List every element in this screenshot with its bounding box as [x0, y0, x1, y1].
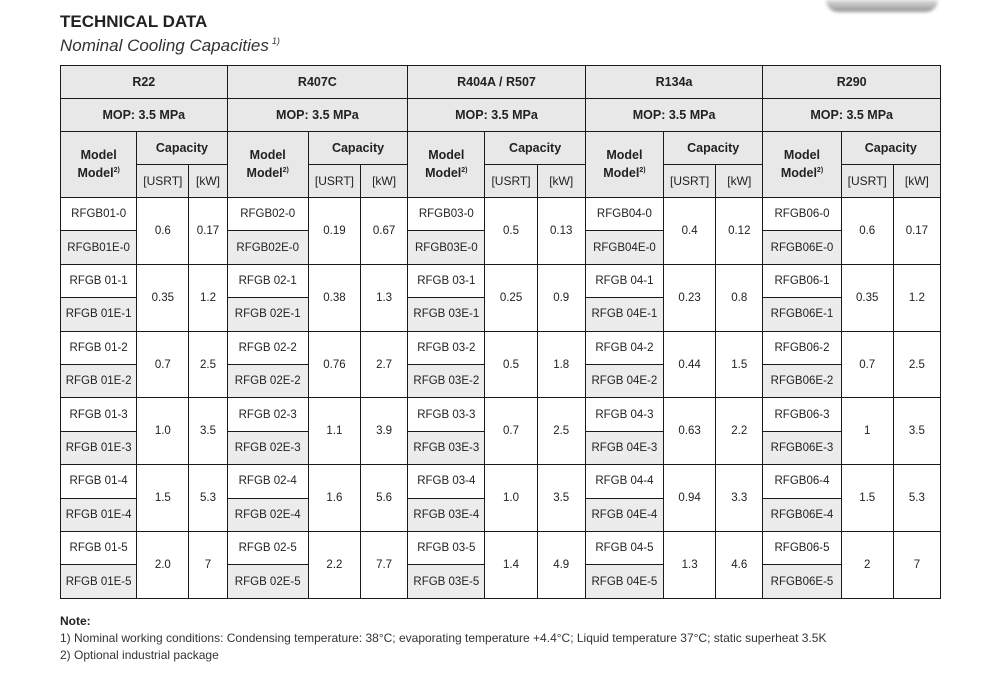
model-header [61, 132, 137, 198]
table-row [61, 264, 941, 297]
capacity-header: Capacity [137, 132, 227, 165]
table-row [61, 465, 941, 498]
capacity-kw-cell: 7.7 [361, 532, 408, 599]
model-cell: RFGB 01E-3 [61, 431, 137, 464]
unit-kw-header: [kW] [537, 165, 585, 198]
model-cell: RFGB06-0 [763, 198, 841, 231]
model-cell: RFGB03-0 [408, 198, 485, 231]
capacity-kw-cell: 4.6 [716, 532, 763, 599]
page-title: TECHNICAL DATA [60, 12, 208, 31]
table-row [61, 331, 941, 364]
refrigerant-header: R134a [585, 66, 763, 99]
model-cell: RFGB02E-0 [227, 231, 308, 264]
capacity-header: Capacity [308, 132, 407, 165]
model-cell: RFGB 04-1 [585, 264, 663, 297]
capacity-header: Capacity [841, 132, 940, 165]
model-cell: RFGB 01E-2 [61, 365, 137, 398]
capacity-usrt-cell: 1.5 [137, 465, 189, 532]
model-cell: RFGB 02-4 [227, 465, 308, 498]
capacity-usrt-cell: 1.0 [137, 398, 189, 465]
unit-kw-header: [kW] [716, 165, 763, 198]
capacity-usrt-cell: 0.76 [308, 331, 360, 398]
model-cell: RFGB03E-0 [408, 231, 485, 264]
model-footnote-ref: 2) [639, 167, 646, 175]
capacity-kw-cell: 3.3 [716, 465, 763, 532]
model-cell: RFGB 03-2 [408, 331, 485, 364]
unit-usrt-header: [USRT] [137, 165, 189, 198]
capacity-kw-cell: 0.17 [189, 198, 227, 265]
capacity-usrt-cell: 0.25 [485, 264, 537, 331]
capacity-usrt-cell: 0.6 [841, 198, 893, 265]
model-label: Model [77, 166, 114, 181]
model-cell: RFGB 02E-4 [227, 498, 308, 531]
table-row [61, 532, 941, 565]
capacity-kw-cell: 3.5 [537, 465, 585, 532]
capacity-kw-cell: 3.5 [893, 398, 940, 465]
unit-usrt-header: [USRT] [485, 165, 537, 198]
capacity-kw-cell: 1.5 [716, 331, 763, 398]
capacity-kw-cell: 7 [189, 532, 227, 599]
model-header [408, 132, 485, 198]
capacity-kw-cell: 2.5 [189, 331, 227, 398]
model-cell: RFGB 02-3 [227, 398, 308, 431]
unit-usrt-header: [USRT] [841, 165, 893, 198]
model-label: Model [606, 148, 643, 163]
refrigerant-header: R290 [763, 66, 941, 99]
model-cell: RFGB 04E-1 [585, 298, 663, 331]
model-cell: RFGB 04E-3 [585, 431, 663, 464]
capacity-usrt-cell: 0.6 [137, 198, 189, 265]
capacity-usrt-cell: 0.7 [841, 331, 893, 398]
model-cell: RFGB06E-0 [763, 231, 841, 264]
capacity-kw-cell: 5.3 [893, 465, 940, 532]
capacity-kw-cell: 0.13 [537, 198, 585, 265]
capacity-kw-cell: 5.6 [361, 465, 408, 532]
capacity-kw-cell: 1.2 [189, 264, 227, 331]
subtitle-footnote-ref: 1) [271, 36, 280, 47]
capacity-usrt-cell: 1.6 [308, 465, 360, 532]
refrigerant-header: R407C [227, 66, 408, 99]
capacity-usrt-cell: 0.38 [308, 264, 360, 331]
model-cell: RFGB 01-1 [61, 264, 137, 297]
capacity-usrt-cell: 2.0 [137, 532, 189, 599]
model-header [763, 132, 841, 198]
notes [60, 613, 826, 664]
capacity-kw-cell: 0.9 [537, 264, 585, 331]
capacity-kw-cell: 1.8 [537, 331, 585, 398]
table-row [61, 198, 941, 231]
model-label: Model [428, 148, 465, 163]
model-cell: RFGB 04E-4 [585, 498, 663, 531]
capacity-kw-cell: 1.3 [361, 264, 408, 331]
capacity-usrt-cell: 1.1 [308, 398, 360, 465]
unit-kw-header: [kW] [893, 165, 940, 198]
model-cell: RFGB06-4 [763, 465, 841, 498]
model-cell: RFGB06E-1 [763, 298, 841, 331]
capacity-usrt-cell: 0.44 [664, 331, 716, 398]
model-cell: RFGB 03-5 [408, 532, 485, 565]
model-label: Model [246, 166, 283, 181]
model-cell: RFGB 03E-2 [408, 365, 485, 398]
capacity-usrt-cell: 1.5 [841, 465, 893, 532]
model-cell: RFGB06E-5 [763, 565, 841, 599]
capacity-usrt-cell: 1.3 [664, 532, 716, 599]
mop-header: MOP: 3.5 MPa [408, 99, 586, 132]
mop-header: MOP: 3.5 MPa [227, 99, 408, 132]
capacity-usrt-cell: 0.94 [664, 465, 716, 532]
mop-header: MOP: 3.5 MPa [585, 99, 763, 132]
model-cell: RFGB 03-3 [408, 398, 485, 431]
capacity-usrt-cell: 1.0 [485, 465, 537, 532]
model-cell: RFGB 02-1 [227, 264, 308, 297]
mop-header: MOP: 3.5 MPa [61, 99, 228, 132]
model-footnote-ref: 2) [816, 167, 824, 175]
model-cell: RFGB 01-2 [61, 331, 137, 364]
capacity-kw-cell: 4.9 [537, 532, 585, 599]
capacity-kw-cell: 2.7 [361, 331, 408, 398]
model-cell: RFGB 02-2 [227, 331, 308, 364]
capacity-kw-cell: 3.5 [189, 398, 227, 465]
model-label: Model [783, 148, 821, 163]
capacity-kw-cell: 0.8 [716, 264, 763, 331]
model-cell: RFGB 03-1 [408, 264, 485, 297]
capacity-usrt-cell: 2 [841, 532, 893, 599]
model-cell: RFGB 04-2 [585, 331, 663, 364]
model-cell: RFGB 02-5 [227, 532, 308, 565]
notes-title: Note: [60, 614, 91, 628]
capacity-usrt-cell: 1 [841, 398, 893, 465]
capacity-header: Capacity [485, 132, 585, 165]
capacity-usrt-cell: 0.35 [137, 264, 189, 331]
model-footnote-ref: 2) [461, 167, 468, 175]
model-cell: RFGB06-2 [763, 331, 841, 364]
model-cell: RFGB 01E-1 [61, 298, 137, 331]
mop-header: MOP: 3.5 MPa [763, 99, 941, 132]
model-label: Model [425, 166, 462, 181]
model-cell: RFGB01E-0 [61, 231, 137, 264]
model-cell: RFGB 03E-1 [408, 298, 485, 331]
capacity-kw-cell: 0.17 [893, 198, 940, 265]
model-label: Model [249, 148, 286, 163]
model-cell: RFGB 01-4 [61, 465, 137, 498]
subtitle-text: Nominal Cooling Capacities [60, 36, 269, 55]
refrigerant-header: R22 [61, 66, 228, 99]
model-cell: RFGB 04E-5 [585, 565, 663, 599]
table-row [61, 398, 941, 431]
model-cell: RFGB 03E-3 [408, 431, 485, 464]
model-cell: RFGB 04-3 [585, 398, 663, 431]
capacity-usrt-cell: 0.63 [664, 398, 716, 465]
capacity-usrt-cell: 0.35 [841, 264, 893, 331]
model-cell: RFGB 02E-1 [227, 298, 308, 331]
model-label: Model [603, 166, 640, 181]
page-subtitle [60, 36, 280, 56]
capacity-kw-cell: 5.3 [189, 465, 227, 532]
model-cell: RFGB 01E-4 [61, 498, 137, 531]
model-header [585, 132, 663, 198]
model-cell: RFGB01-0 [61, 198, 137, 231]
capacity-kw-cell: 0.12 [716, 198, 763, 265]
model-label: Model [80, 148, 117, 163]
note-line-2: 2) Optional industrial package [60, 648, 219, 662]
capacity-table [60, 65, 941, 599]
capacity-usrt-cell: 0.7 [485, 398, 537, 465]
model-footnote-ref: 2) [282, 167, 289, 175]
capacity-kw-cell: 7 [893, 532, 940, 599]
model-cell: RFGB 02E-3 [227, 431, 308, 464]
model-cell: RFGB06-3 [763, 398, 841, 431]
unit-usrt-header: [USRT] [664, 165, 716, 198]
capacity-usrt-cell: 0.4 [664, 198, 716, 265]
model-cell: RFGB 04-5 [585, 532, 663, 565]
capacity-kw-cell: 2.5 [893, 331, 940, 398]
model-cell: RFGB 03E-4 [408, 498, 485, 531]
capacity-kw-cell: 1.2 [893, 264, 940, 331]
capacity-usrt-cell: 0.5 [485, 198, 537, 265]
refrigerant-header: R404A / R507 [408, 66, 586, 99]
model-cell: RFGB06E-4 [763, 498, 841, 531]
capacity-kw-cell: 2.5 [537, 398, 585, 465]
capacity-kw-cell: 3.9 [361, 398, 408, 465]
unit-kw-header: [kW] [189, 165, 227, 198]
model-cell: RFGB 01E-5 [61, 565, 137, 599]
model-cell: RFGB 01-5 [61, 532, 137, 565]
model-cell: RFGB 03E-5 [408, 565, 485, 599]
model-footnote-ref: 2) [113, 167, 120, 175]
model-label: Model [780, 166, 817, 181]
capacity-usrt-cell: 1.4 [485, 532, 537, 599]
model-cell: RFGB04-0 [585, 198, 663, 231]
model-cell: RFGB02-0 [227, 198, 308, 231]
capacity-usrt-cell: 0.23 [664, 264, 716, 331]
capacity-kw-cell: 2.2 [716, 398, 763, 465]
capacity-kw-cell: 0.67 [361, 198, 408, 265]
model-cell: RFGB 02E-2 [227, 365, 308, 398]
unit-usrt-header: [USRT] [308, 165, 360, 198]
note-line-1: 1) Nominal working conditions: Condensing temperature: 38°C; evaporating temperature +4.4°C; Liquid temperature 37°C; static superheat 3.5K [60, 631, 827, 645]
model-cell: RFGB 04E-2 [585, 365, 663, 398]
unit-kw-header: [kW] [361, 165, 408, 198]
model-cell: RFGB06-5 [763, 532, 841, 565]
capacity-usrt-cell: 0.5 [485, 331, 537, 398]
model-cell: RFGB06E-3 [763, 431, 841, 464]
model-header [227, 132, 308, 198]
model-cell: RFGB06E-2 [763, 365, 841, 398]
scan-smudge [826, 0, 938, 12]
model-cell: RFGB 04-4 [585, 465, 663, 498]
model-cell: RFGB06-1 [763, 264, 841, 297]
model-cell: RFGB 03-4 [408, 465, 485, 498]
model-cell: RFGB 01-3 [61, 398, 137, 431]
capacity-usrt-cell: 2.2 [308, 532, 360, 599]
capacity-usrt-cell: 0.7 [137, 331, 189, 398]
model-cell: RFGB04E-0 [585, 231, 663, 264]
capacity-usrt-cell: 0.19 [308, 198, 360, 265]
capacity-header: Capacity [664, 132, 763, 165]
model-cell: RFGB 02E-5 [227, 565, 308, 599]
